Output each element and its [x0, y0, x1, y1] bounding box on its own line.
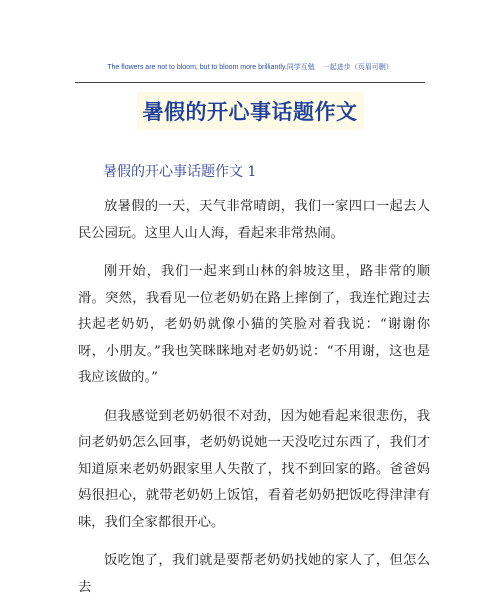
paragraph-4: 饭吃饱了，我们就是要帮老奶奶找她的家人了，但怎么去 — [78, 553, 430, 595]
document-title — [0, 92, 500, 130]
paragraph-2: 刚开始，我们一起来到山林的斜坡这里，路非常的顺滑。突然，我看见一位老奶奶在路上摔倒了，我连忙跑过去扶起老奶奶，老奶奶就像小猫的笑脸对着我说：“谢谢你呀，小朋友。”我也笑眯眯地对老奶奶说：“不用谢，这也是我应该做的。” — [78, 264, 430, 385]
header-tagline-cn-2: 一起进步（页眉可删） — [322, 64, 393, 71]
document-title-text: 暑假的开心事话题作文 — [137, 92, 364, 130]
header-tagline-en: The flowers are not to bloom, but to bloom more brilliantly. — [107, 64, 287, 71]
section-heading: 暑假的开心事话题作文 1 — [103, 164, 257, 180]
essay-body — [78, 194, 430, 613]
header-tagline-cn-1: 同学互勉 — [286, 64, 315, 71]
paragraph-1: 放暑假的一天，天气非常晴朗，我们一家四口一起去人民公园玩。这里人山人海，看起来非常热闹。 — [78, 199, 430, 241]
header-divider — [75, 82, 425, 83]
paragraph-3: 但我感觉到老奶奶很不对劲，因为她看起来很悲伤，我问老奶奶怎么回事，老奶奶说她一天没吃过东西了，我们才知道原来老奶奶跟家里人失散了，找不到回家的路。爸爸妈妈很担心，就带老奶奶上饭馆，看着老奶奶把饭吃得津津有味，我们全家都很开心。 — [78, 408, 430, 530]
header-tagline — [0, 62, 500, 72]
